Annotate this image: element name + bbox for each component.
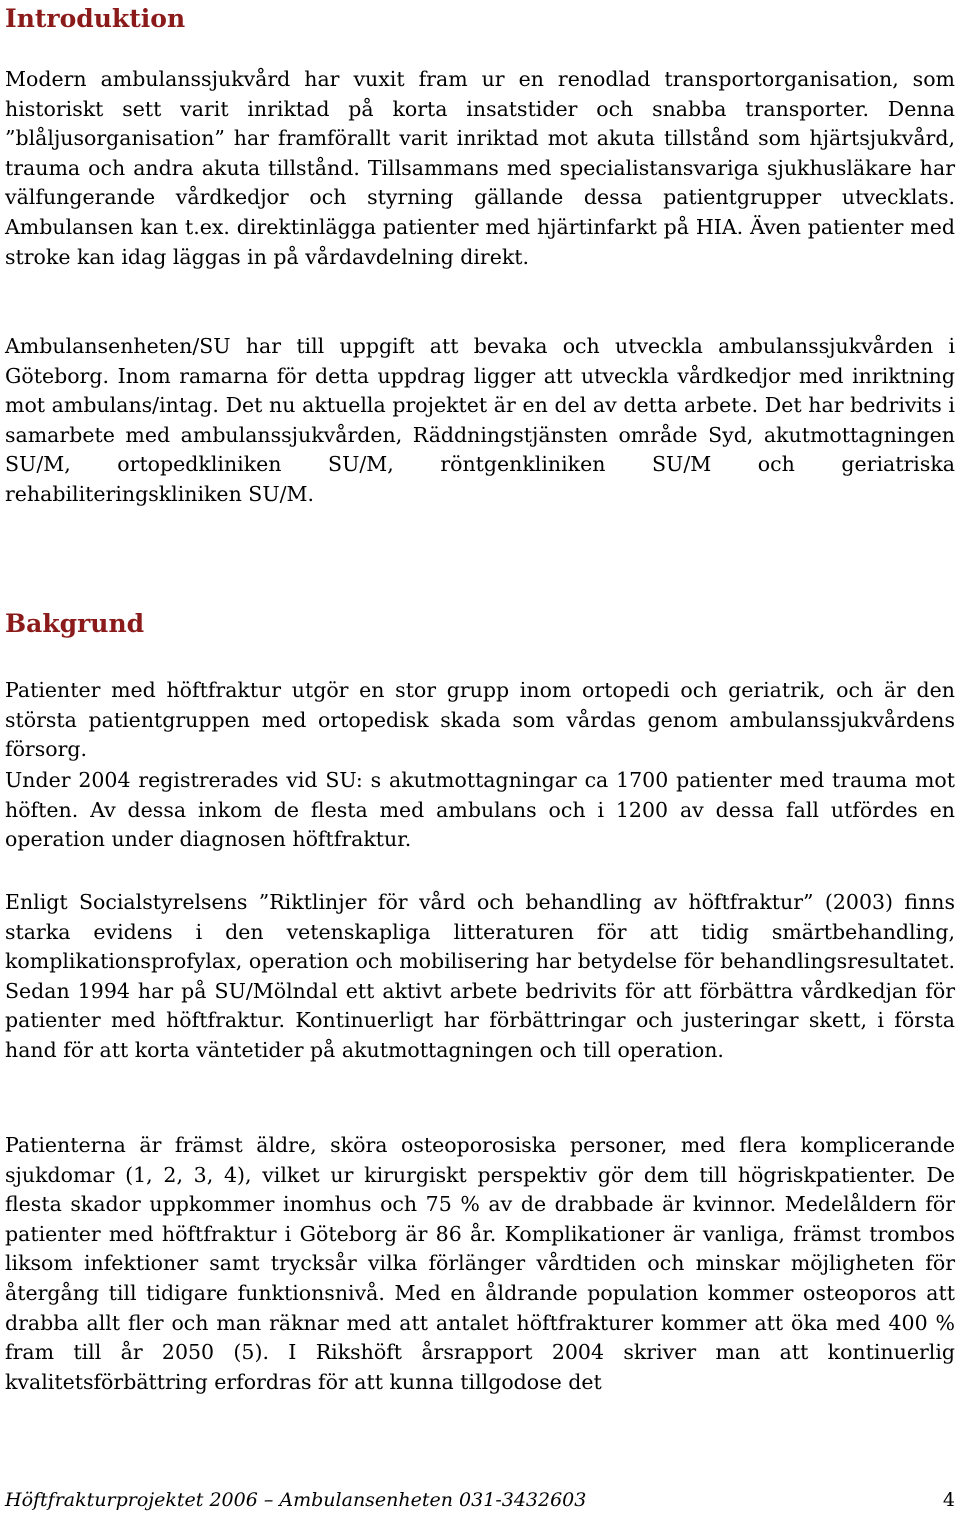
paragraph: Patienter med höftfraktur utgör en stor grupp inom ortopedi och geriatrik, och är den största patientgruppen med ortopedisk skada som vårdas genom ambulanssjukvårdens försorg. (5, 678, 955, 762)
section-heading-introduktion: Introduktion (5, 4, 186, 33)
paragraph: Modern ambulanssjukvård har vuxit fram ur en renodlad transportorganisation, som historiskt sett varit inriktad på korta insatstider och snabba transporter. Denna ”blåljusorganisation” har framförallt varit inriktad mot akuta tillstånd som hjärtsjukvård, trauma och andra akuta tillstånd. Tillsammans med specialistansvariga sjukhusläkare har välfungerande vårdkedjor och styrning gällande dessa patientgrupper utvecklats. Ambulansen kan t.ex. direktinlägga patienter med hjärtinfarkt på HIA. Även patienter med stroke kan idag läggas in på vårdavdelning direkt. (5, 67, 955, 269)
paragraph: Ambulansenheten/SU har till uppgift att bevaka och utveckla ambulanssjukvården i Göteborg. Inom ramarna för detta uppdrag ligger att utveckla vårdkedjor med inriktning mot ambulans/intag. Det nu aktuella projektet är en del av detta arbete. Det har bedrivits i samarbete med ambulanssjukvården, Räddningstjänsten område Syd, akutmottagningen SU/M, ortopedkliniken SU/M, röntgenkliniken SU/M och geriatriska rehabiliteringskliniken SU/M. (5, 334, 955, 506)
paragraph: Patienterna är främst äldre, sköra osteoporosiska personer, med flera komplicerande sjukdomar (1, 2, 3, 4), vilket ur kirurgiskt perspektiv gör dem till högriskpatienter. De flesta skador uppkommer inomhus och 75 % av de drabbade är kvinnor. Medelåldern för patienter med höftfraktur i Göteborg är 86 år. Komplikationer är vanliga, främst trombos liksom infektioner samt trycksår vilka förlänger vårdtiden och minskar möjligheten för återgång till tidigare funktionsnivå. Med en åldrande population kommer osteoporos att drabba allt fler och man räknar med att antalet höftfrakturer kommer att öka med 400 % fram till år 2050 (5). I Rikshöft årsrapport 2004 skriver man att kontinuerlig kvalitetsförbättring erfordras för att kunna tillgodose det (5, 1133, 955, 1394)
page-footer (5, 1488, 955, 1514)
paragraph: Enligt Socialstyrelsens ”Riktlinjer för vård och behandling av höftfraktur” (2003) finns starka evidens i den vetenskapliga litteraturen för att tidig smärtbehandling, komplikationsprofylax, operation och mobilisering har betydelse för behandlingsresultatet. Sedan 1994 har på SU/Mölndal ett aktivt arbete bedrivits för att förbättra vårdkedjan för patienter med höftfraktur. Kontinuerligt har förbättringar och justeringar skett, i första hand för att korta väntetider på akutmottagningen och till operation. (5, 890, 955, 1062)
page-number: 4 (942, 1489, 955, 1511)
footer-text: Höftfrakturprojektet 2006 – Ambulansenheten 031-3432603 (5, 1489, 587, 1511)
paragraph: Under 2004 registrerades vid SU: s akutmottagningar ca 1700 patienter med trauma mot höften. Av dessa inkom de flesta med ambulans och i 1200 av dessa fall utfördes en operation under diagnosen höftfraktur. (5, 768, 955, 852)
section-heading-bakgrund: Bakgrund (5, 609, 145, 638)
